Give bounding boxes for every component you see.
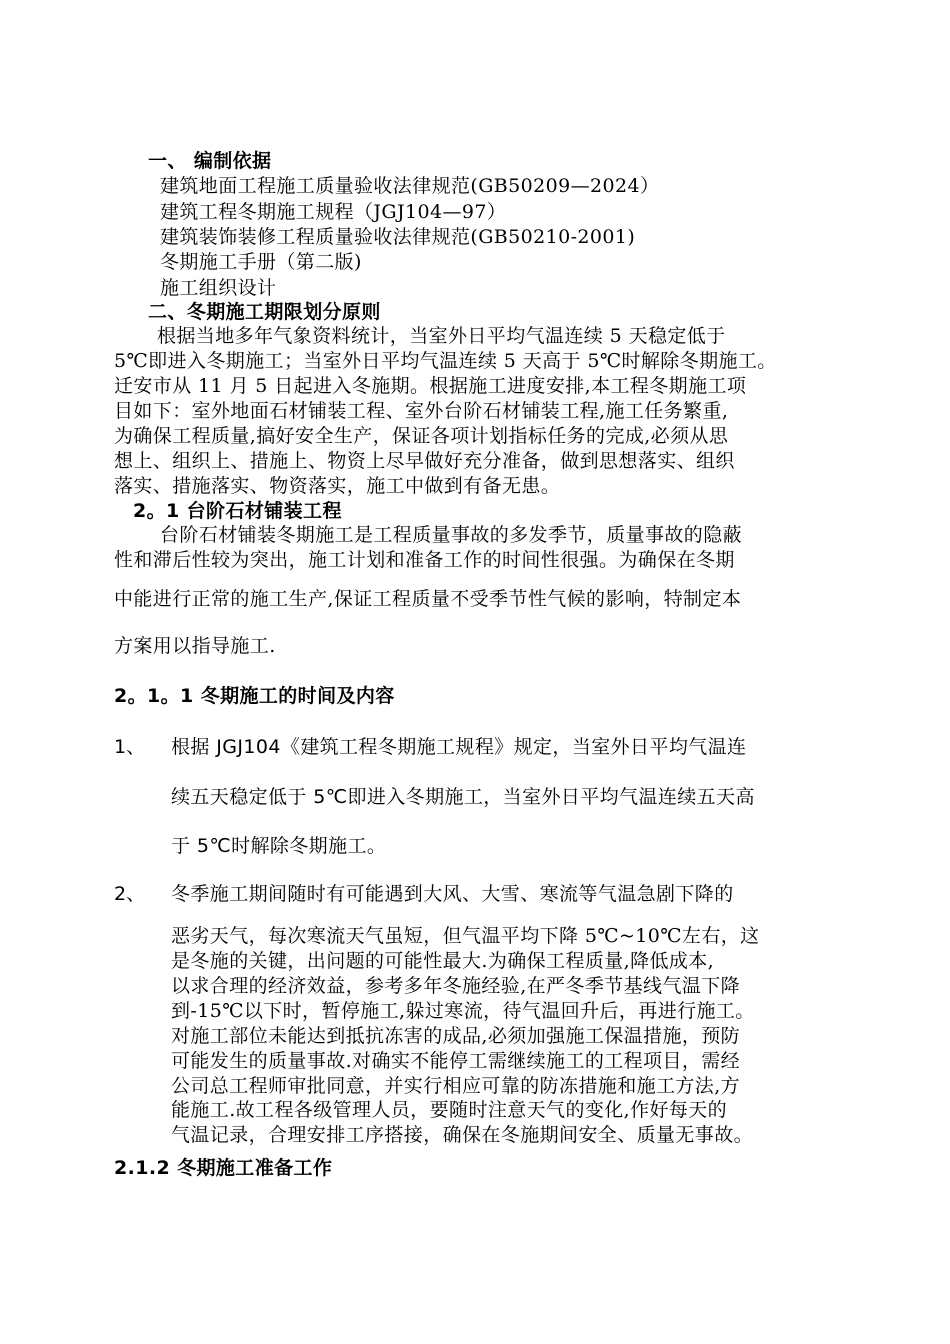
list-item-line: 到-15℃以下时，暂停施工,躲过寒流，待气温回升后，再进行施工。 bbox=[171, 1000, 755, 1022]
list-item-line: 是冬施的关键，出问题的可能性最大.为确保工程质量,降低成本, bbox=[171, 950, 715, 972]
list-number: 1、 bbox=[114, 736, 146, 758]
paragraph-line: 台阶石材铺装冬期施工是工程质量事故的多发季节，质量事故的隐蔽 bbox=[160, 524, 743, 546]
reference-item: 建筑地面工程施工质量验收法律规范(GB50209—2024） bbox=[160, 175, 660, 197]
list-item-line: 冬季施工期间随时有可能遇到大风、大雪、寒流等气温急剧下降的 bbox=[171, 883, 734, 905]
list-item-line: 对施工部位未能达到抵抗冻害的成品,必须加强施工保温措施，预防 bbox=[171, 1025, 741, 1047]
list-item-line: 以求合理的经济效益，参考多年冬施经验,在严冬季节基线气温下降 bbox=[171, 975, 741, 997]
list-item-line: 气温记录，合理安排工序搭接，确保在冬施期间安全、质量无事故。 bbox=[171, 1124, 754, 1146]
list-item-line: 于 5℃时解除冬期施工。 bbox=[171, 835, 387, 857]
list-item-line: 续五天稳定低于 5℃即进入冬期施工，当室外日平均气温连续五天高 bbox=[171, 786, 755, 808]
heading-time-and-content: 2。1。1 冬期施工的时间及内容 bbox=[114, 685, 395, 707]
paragraph-line: 性和滞后性较为突出，施工计划和准备工作的时间性很强。为确保在冬期 bbox=[114, 549, 735, 571]
list-item-line: 能施工.故工程各级管理人员，要随时注意天气的变化,作好每天的 bbox=[171, 1099, 728, 1121]
reference-item: 施工组织设计 bbox=[160, 277, 277, 299]
paragraph-line: 落实、措施落实、物资落实，施工中做到有备无患。 bbox=[114, 475, 561, 497]
list-number: 2、 bbox=[114, 883, 146, 905]
paragraph-line: 中能进行正常的施工生产,保证工程质量不受季节性气候的影响，特制定本 bbox=[114, 588, 742, 610]
list-item-line: 根据 JGJ104《建筑工程冬期施工规程》规定，当室外日平均气温连 bbox=[171, 736, 747, 758]
paragraph-line: 迁安市从 11 月 5 日起进入冬施期。根据施工进度安排,本工程冬期施工项 bbox=[114, 375, 747, 397]
paragraph-line: 方案用以指导施工. bbox=[114, 635, 276, 657]
reference-item: 冬期施工手册（第二版) bbox=[160, 251, 362, 273]
reference-item: 建筑装饰装修工程质量验收法律规范(GB50210-2001) bbox=[160, 226, 636, 248]
heading-step-stone-paving: 2。1 台阶石材铺装工程 bbox=[133, 500, 342, 522]
paragraph-line: 为确保工程质量,搞好安全生产，保证各项计划指标任务的完成,必须从思 bbox=[114, 425, 729, 447]
heading-preparation-work: 2.1.2 冬期施工准备工作 bbox=[114, 1157, 333, 1179]
paragraph-line: 目如下：室外地面石材铺装工程、室外台阶石材铺装工程,施工任务繁重, bbox=[114, 400, 729, 422]
heading-period-division: 二、冬期施工期限划分原则 bbox=[148, 301, 381, 323]
list-item-line: 公司总工程师审批同意，并实行相应可靠的防冻措施和施工方法,方 bbox=[171, 1075, 741, 1097]
paragraph-line: 5℃即进入冬期施工；当室外日平均气温连续 5 天高于 5℃时解除冬期施工。 bbox=[114, 350, 777, 372]
heading-compilation-basis: 一、 编制依据 bbox=[148, 150, 272, 172]
list-item-line: 恶劣天气，每次寒流天气虽短，但气温平均下降 5℃~10℃左右，这 bbox=[171, 925, 760, 947]
paragraph-line: 根据当地多年气象资料统计，当室外日平均气温连续 5 天稳定低于 bbox=[157, 325, 726, 347]
list-item-line: 可能发生的质量事故.对确实不能停工需继续施工的工程项目，需经 bbox=[171, 1050, 741, 1072]
paragraph-line: 想上、组织上、措施上、物资上尽早做好充分准备，做到思想落实、组织 bbox=[114, 450, 735, 472]
reference-item: 建筑工程冬期施工规程（JGJ104—97） bbox=[160, 201, 507, 223]
